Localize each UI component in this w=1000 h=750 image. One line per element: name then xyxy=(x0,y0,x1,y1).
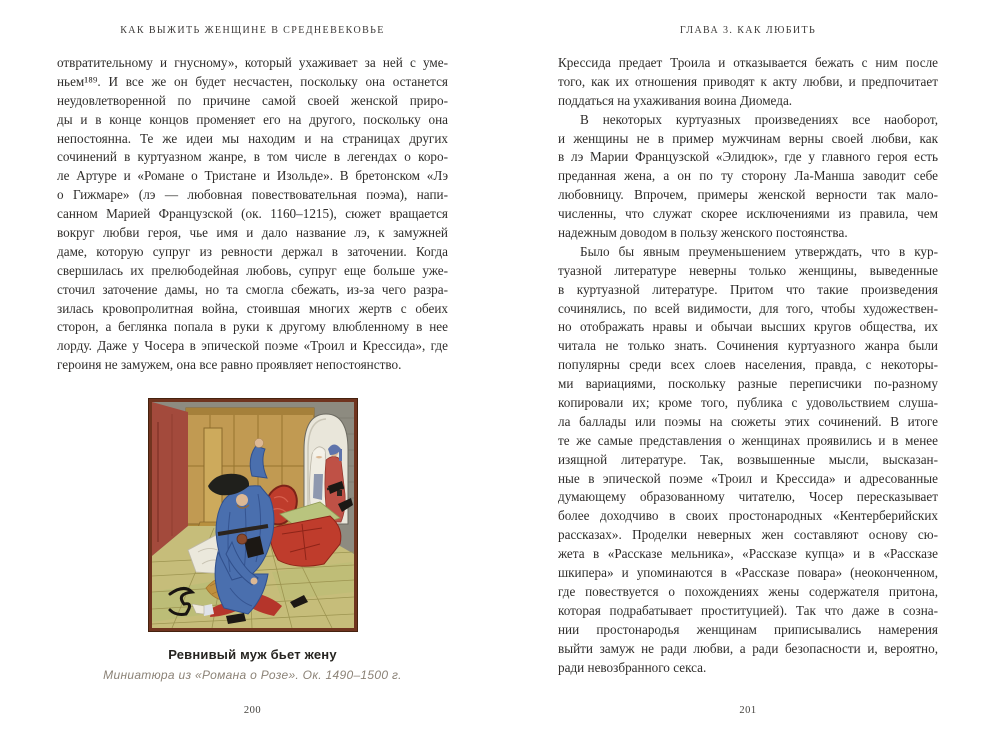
text-line: поддаться на ухаживания воина Диомеда. xyxy=(558,92,793,108)
text-line: вокруг любви героя, чье имя и дало название лэ, к замужней xyxy=(57,225,448,241)
text-line: где повествуется о похождениях жены содержателя притона, xyxy=(558,583,938,599)
text-line: но отображать нравы и обычаи высших кругов общества, их xyxy=(558,319,938,335)
text-line: о Гижмаре» (лэ — любовная повествовательная поэма), напи- xyxy=(57,187,448,203)
text-line: численны, что служат скорее исключениями из правила, чем xyxy=(558,206,938,222)
text-line: отвратительному и гнусному», который ухаживает за ней с уме- xyxy=(57,55,448,70)
text-line: выйти замуж не ради любви, а ради безопасности и, вероятно, xyxy=(558,640,938,656)
text-line: нии простонародья женщинам приписывались намерения xyxy=(558,621,938,637)
text-line: и женщины не в пример мужчинам верны своей любви, как xyxy=(558,130,938,146)
text-line: даме, которую супруг из ревности держал в заточении. Когда xyxy=(57,243,448,259)
text-line: любовницу. Впрочем, примеры женской верности так мало- xyxy=(558,187,938,203)
text-line: шкипера» и упоминаются в «Рассказе повара» (неоконченном, xyxy=(558,565,938,581)
text-line: того, как их отношения приводят к акту любви, и предпочитает xyxy=(558,73,938,89)
figure-block xyxy=(57,399,448,682)
text-line: в куртуазной литературе. Притом что такие произведения xyxy=(558,281,938,297)
text-line: ла баллады или поэмы на сюжеты этих сочинений. В итоге xyxy=(558,413,938,429)
text-line: свершилась их прелюбодейная любовь, супруг еще больше уже- xyxy=(57,262,448,278)
text-line: непостоянна. Те же идеи мы находим и на страницах других xyxy=(57,130,448,146)
page-number-right: 201 xyxy=(739,705,757,716)
text-line: санном Марией Французской (ок. 1160–1215), сюжет вращается xyxy=(57,206,448,222)
text-line: в лэ Марии Французской «Элидюк», где у главного героя есть xyxy=(558,149,938,165)
text-line: В некоторых куртуазных произведениях все наоборот, xyxy=(580,111,938,127)
text-line: ле Артуре и «Романе о Тристане и Изольде». В бретонском «Лэ xyxy=(57,168,448,184)
text-line: неудовлетворенной по причине самой своей женской приро- xyxy=(57,92,448,108)
text-line: более доходчиво в своих простонародных «Кентерберийских xyxy=(558,508,938,524)
miniature-illustration xyxy=(152,402,354,628)
text-line: героиня не замужем, она все равно проявляет непостоянство. xyxy=(57,357,402,373)
text-line: популярны среди всех слоев населения, правда, с некоторы- xyxy=(558,357,938,373)
text-line: ды и в конце концов променяет его на другого, поскольку она xyxy=(57,111,448,127)
text-line: копировали их; кроме того, публика с удовольствием слуша- xyxy=(558,395,938,411)
text-line: рассказах». Проделки неверных жен составляют основу сю- xyxy=(558,527,938,543)
text-line: сочинялись, по всей видимости, для того, чтобы художествен- xyxy=(558,300,938,316)
text-line: читала не только знать. Сочинения куртуазного жанра были xyxy=(558,338,938,354)
text-line: жета в «Рассказе мельника», «Рассказе купца» и в «Рассказе xyxy=(558,546,938,562)
text-line: надежным доводом в пользу женского постоянства. xyxy=(558,225,848,241)
running-head-left: КАК ВЫЖИТЬ ЖЕНЩИНЕ В СРЕДНЕВЕКОВЬЕ xyxy=(120,25,385,36)
text-line: ради невозбранного секса. xyxy=(558,659,707,675)
text-line: Крессида предает Троила и отказывается бежать с ним после xyxy=(558,55,938,70)
text-line: сочинений в куртуазном жанре, в том числе в легендах о коро- xyxy=(57,149,448,165)
text-line: Было бы явным преуменьшением утверждать, что в кур- xyxy=(580,243,938,259)
text-line: преданная жена, а он по ту сторону Ла-Манша заводит себе xyxy=(558,168,938,184)
text-line: сточил заточение дамы, но та смогла сбежать, из-за чего разра- xyxy=(57,281,448,297)
miniature-frame xyxy=(149,399,357,631)
text-line: лорду. Даже у Чосера в эпической поэме «Троил и Крессида», где xyxy=(57,338,448,354)
text-line: туазной литературе неверны только женщины, выведенные xyxy=(558,262,938,278)
text-line: ные в эпической поэме «Троил и Крессида» и адресованные xyxy=(558,470,938,486)
text-line: сторон, а беглянка попала в руки к другому влюбленному в нее xyxy=(57,319,448,335)
page-number-left: 200 xyxy=(243,705,262,716)
text-line: ми вариациями, поскольку разные переписчики по-разному xyxy=(558,376,938,392)
text-line: изящной литературе. Так, возвышенные мысли, высказан- xyxy=(558,451,938,467)
body-text-left xyxy=(57,54,448,375)
text-line: которая подрабатывает проституцией). Так что даже в созна- xyxy=(558,602,938,618)
page-left xyxy=(57,0,448,750)
figure-caption-title: Ревнивый муж бьет жену xyxy=(168,647,337,662)
text-line: зилась кровопролитная война, стоившая многих жертв с обеих xyxy=(57,300,448,316)
page-right xyxy=(558,0,938,750)
body-text-right xyxy=(558,54,938,677)
figure-caption-credit: Миниатюра из «Романа о Розе». Ок. 1490–1500 г. xyxy=(103,668,402,682)
text-line: ньем¹⁸⁹. И все же он будет несчастен, поскольку она останется xyxy=(57,73,448,89)
text-line: думающему образованному читателю, Чосер пересказывает xyxy=(558,489,938,505)
text-line: те же самые представления о женщинах проявились и в менее xyxy=(558,432,938,448)
running-head-right: ГЛАВА 3. КАК ЛЮБИТЬ xyxy=(679,25,817,36)
